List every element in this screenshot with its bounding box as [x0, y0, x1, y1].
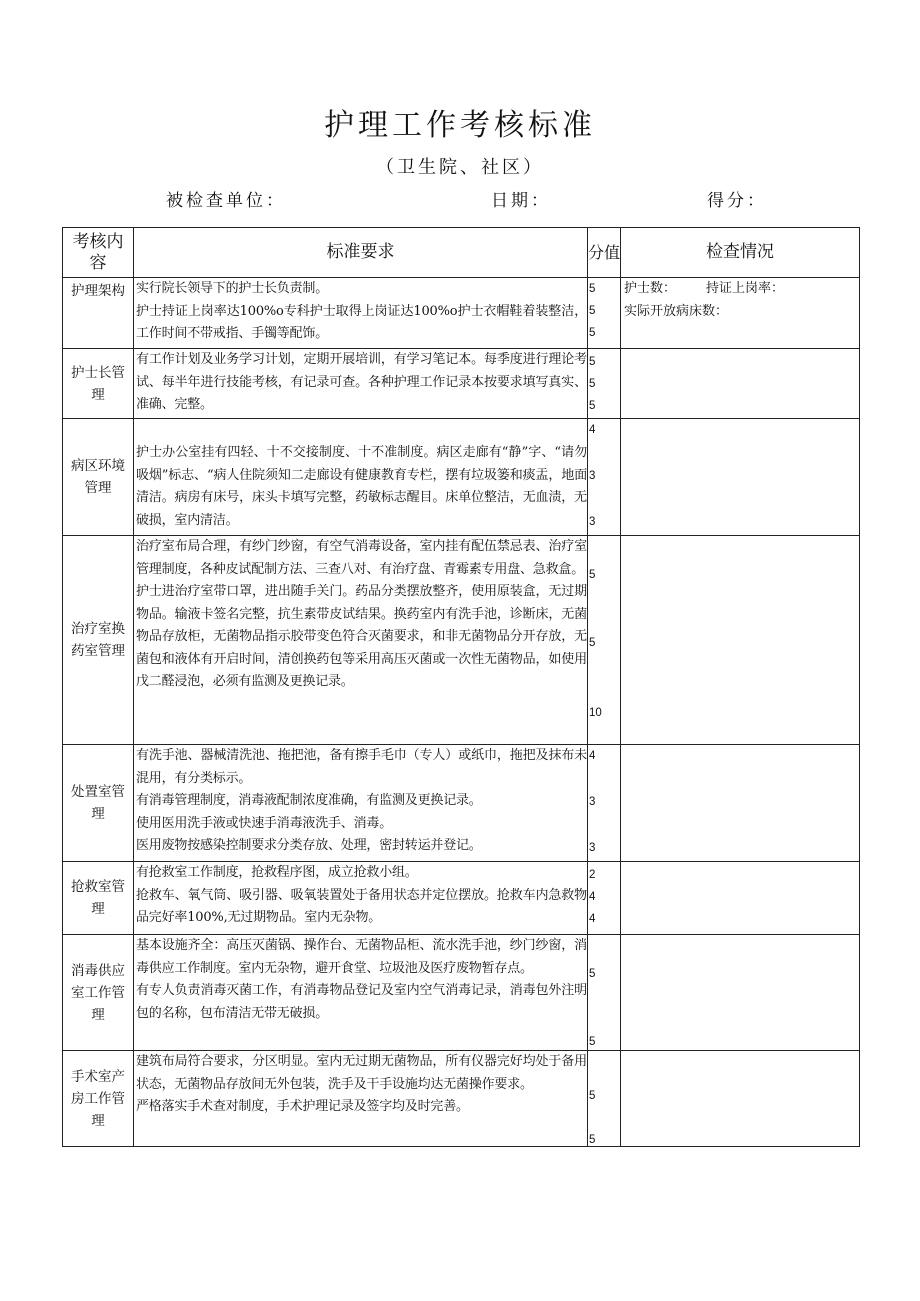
table-row — [63, 419, 860, 536]
row-category: 护理架构 — [63, 278, 134, 349]
table-row — [63, 745, 860, 862]
table-row — [63, 1051, 860, 1147]
row-category: 护士长管理 — [63, 349, 134, 419]
row-requirements: 有工作计划及业务学习计划，定期开展培训，有学习笔记本。每季度进行理论考试、每半年进行技能考核，有记录可查。各种护理工作记录本按要求填写真实、准确、完整。 — [134, 349, 588, 419]
row-scores: 4 3 3 — [588, 745, 621, 862]
table-row — [63, 935, 860, 1051]
table-row — [63, 862, 860, 935]
row-category: 治疗室换药室管理 — [63, 536, 134, 745]
row-requirements: 有洗手池、器械清洗池、拖把池，备有擦手毛巾（专人）或纸巾，拖把及抹布未混用，有分类标示。 有消毒管理制度，消毒液配制浓度准确，有监测及更换记录。 使用医用洗手液或快速手消毒液洗手、消毒。 医用废物按感染控制要求分类存放、处理，密封转运并登记。 — [134, 745, 588, 862]
row-scores: 5 5 5 — [588, 278, 621, 349]
row-scores: 5 5 — [588, 935, 621, 1051]
row-scores: 2 4 4 — [588, 862, 621, 935]
row-check — [621, 536, 860, 745]
row-check — [621, 862, 860, 935]
assessment-table — [62, 227, 860, 1147]
header-category: 考核内容 — [63, 228, 134, 278]
row-check — [621, 419, 860, 536]
row-check — [621, 935, 860, 1051]
table-row — [63, 536, 860, 745]
row-check — [621, 349, 860, 419]
table-header-row — [63, 228, 860, 278]
row-category: 病区环境管理 — [63, 419, 134, 536]
header-requirements: 标准要求 — [134, 228, 588, 278]
row-category: 处置室管理 — [63, 745, 134, 862]
page-title: 护理工作考核标准 — [324, 108, 596, 143]
row-scores: 4 3 3 — [588, 419, 621, 536]
row-requirements: 实行院长领导下的护士长负责制。 护士持证上岗率达100%o专科护士取得上岗证达100%o护士衣帽鞋着装整洁，工作时间不带戒指、手镯等配饰。 — [134, 278, 588, 349]
table-row — [63, 349, 860, 419]
row-requirements: 基本设施齐全：高压灭菌锅、操作台、无菌物品柜、流水洗手池，纱门纱窗，消毒供应工作制度。室内无杂物，避开食堂、垃圾池及医疗废物暂存点。 有专人负责消毒灭菌工作，有消毒物品登记及室内空气消毒记录，消毒包外注明包的名称，包布清洁无带无破损。 — [134, 935, 588, 1051]
header-check: 检查情况 — [621, 228, 860, 278]
date-label: 日期： — [491, 191, 551, 211]
row-category: 消毒供应室工作管理 — [63, 935, 134, 1051]
row-scores: 5 5 5 — [588, 349, 621, 419]
row-requirements: 治疗室布局合理，有纱门纱窗，有空气消毒设备，室内挂有配伍禁忌表、治疗室管理制度，各种皮试配制方法、三查八对、有治疗盘、青霉素专用盘、急救盒。 护士进治疗室带口罩，进出随手关门。药品分类摆放整齐，使用原装盒，无过期物品。输液卡签名完整，抗生素带皮试结果。换药室内有洗手池，诊断床，无菌物品存放柜，无菌物品指示胶带变色符合灭菌要求，和非无菌物品分开存放，无菌包和液体有开启时间，清创换药包等采用高压灭菌或一次性无菌物品，如使用戊二醛浸泡，必须有监测及更换记录。 — [134, 536, 588, 745]
row-requirements: 有抢救室工作制度，抢救程序图，成立抢救小组。 抢救车、氧气筒、吸引器、吸氧装置处于备用状态并定位摆放。抢救车内急救物品完好率100%,无过期物品。室内无杂物。 — [134, 862, 588, 935]
page-subtitle: （卫生院、社区） — [376, 157, 544, 178]
row-check: 护士数： 持证上岗率： 实际开放病床数： — [621, 278, 860, 349]
row-check — [621, 745, 860, 862]
header-score: 分值 — [588, 228, 621, 278]
row-scores: 5 5 — [588, 1051, 621, 1147]
table-row — [63, 278, 860, 349]
row-requirements: 护士办公室挂有四轻、十不交接制度、十不准制度。病区走廊有“静”字、“请勿吸烟”标志、“病人住院须知二走廊设有健康教育专栏，摆有垃圾篓和痰盂，地面清洁。病房有床号，床头卡填写完整，药敏标志醒目。床单位整洁，无血渍，无破损，室内清洁。 — [134, 419, 588, 536]
inspected-unit-label: 被检查单位： — [166, 191, 286, 211]
score-label: 得分： — [707, 191, 767, 211]
row-scores: 5 5 10 — [588, 536, 621, 745]
row-category: 抢救室管理 — [63, 862, 134, 935]
row-check — [621, 1051, 860, 1147]
row-requirements: 建筑布局符合要求，分区明显。室内无过期无菌物品，所有仪器完好均处于备用状态，无菌物品存放间无外包装，洗手及干手设施均达无菌操作要求。 严格落实手术查对制度，手术护理记录及签字均及时完善。 — [134, 1051, 588, 1147]
row-category: 手术室产房工作管理 — [63, 1051, 134, 1147]
